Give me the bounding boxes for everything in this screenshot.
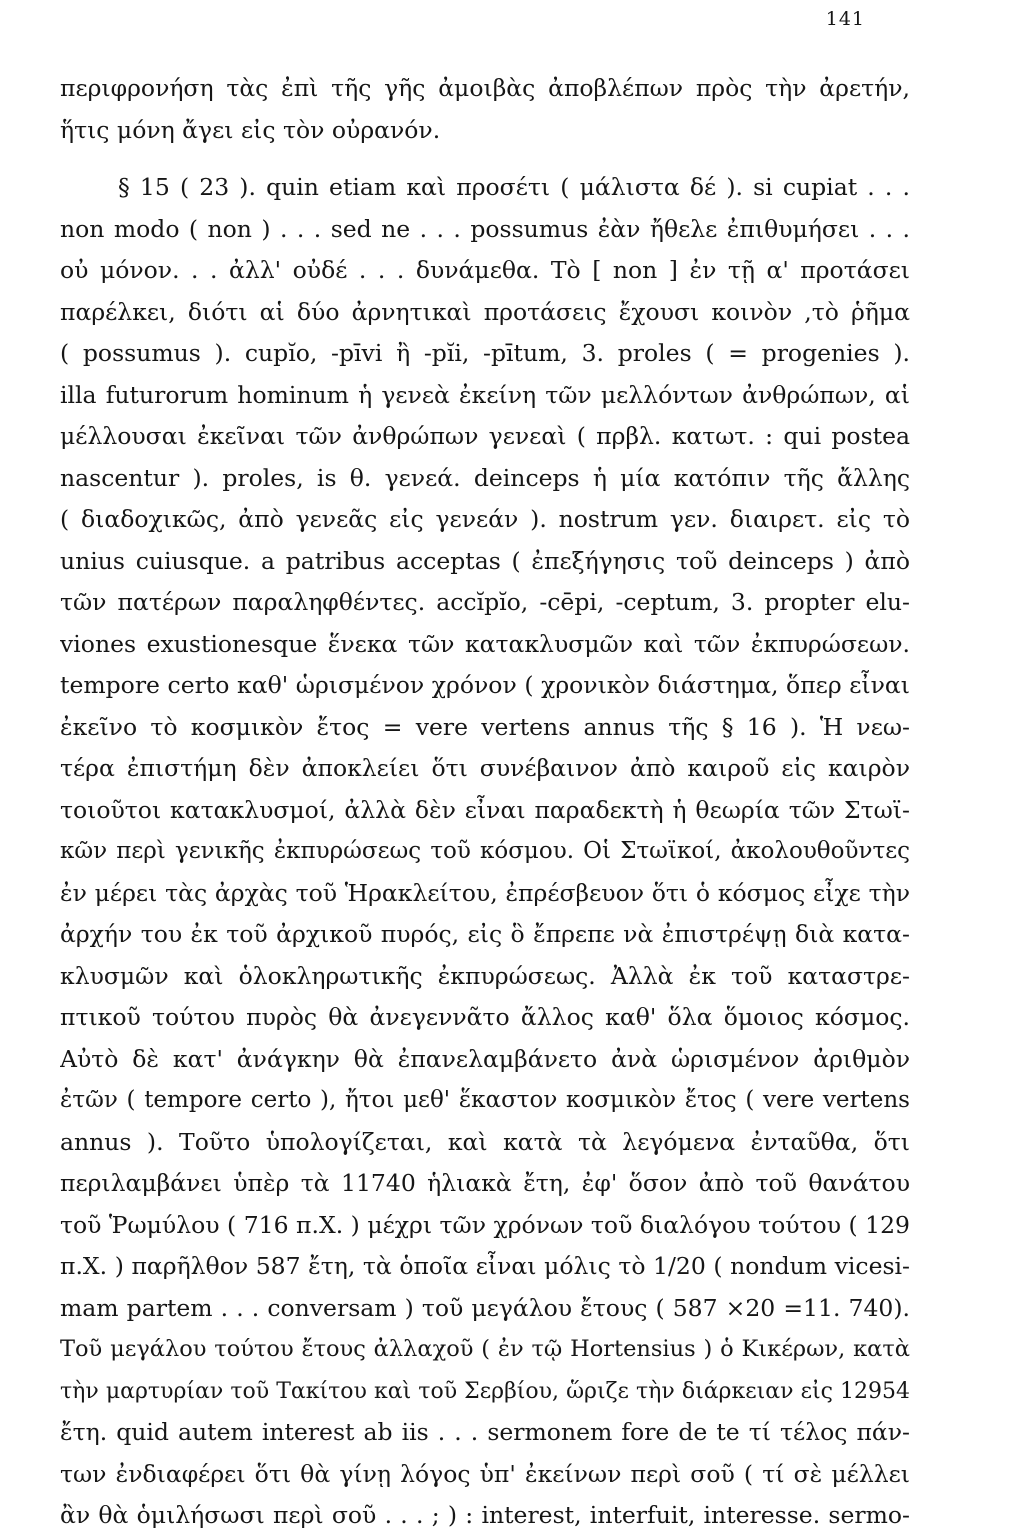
text-line: ἐτῶν ( tempore certo ), ἤτοι μεθ' ἕκαστον κοσμικὸν ἔτος ( vere vertens [60,1087,910,1113]
text-line: των ἐνδιαφέρει ὅτι θὰ γίνῃ λόγος ὑπ' ἐκείνων περὶ σοῦ ( τί σὲ μέλλει [60,1459,910,1488]
text-line: οὐ μόνον. . . ἀλλ' οὐδέ . . . δυνάμεθα. Τὸ [ non ] ἐν τῇ α' προτάσει [60,256,910,284]
text-line: Αὐτὸ δὲ κατ' ἀνάγκην θὰ ἐπανελαμβάνετο ἀνὰ ὡρισμένον ἀριθμὸν [60,1044,910,1073]
text-line: annus ). Τοῦτο ὑπολογίζεται, καὶ κατὰ τὰ λεγόμενα ἐνταῦθα, ὅτι [60,1127,910,1156]
text-line: viones exustionesque ἕνεκα τῶν κατακλυσμῶν καὶ τῶν ἐκπυρώσεων. [60,629,910,658]
text-line: τῶν πατέρων παραληφθέντες. accĭpĭo, -cēpi, -ceptum, 3. propter elu- [60,588,910,616]
text-line: mam partem . . . conversam ) τοῦ μεγάλου ἔτους ( 587 ×20 =11. 740). [60,1293,910,1322]
text-line: ἀρχήν του ἐκ τοῦ ἀρχικοῦ πυρός, εἰς ὃ ἔπρεπε νὰ ἐπιστρέψῃ διὰ κατα- [60,920,910,948]
page-number: 141 [825,8,865,30]
text-line: κῶν περὶ γενικῆς ἐκπυρώσεως τοῦ κόσμου. Οἱ Στωϊκοί, ἀκολουθοῦντες [60,838,910,864]
text-line: illa futurorum hominum ἡ γενεὰ ἐκείνη τῶν μελλόντων ἀνθρώπων, αἱ [60,380,910,409]
text-line: τέρα ἐπιστήμη δὲν ἀποκλείει ὅτι συνέβαινον ἀπὸ καιροῦ εἰς καιρὸν [60,754,910,782]
text-line: ἔτη. quid autem interest ab iis . . . sermonem fore de te τί τέλος πάν- [60,1418,910,1446]
text-line: περιφρονήση τὰς ἐπὶ τῆς γῆς ἀμοιβὰς ἀποβλέπων πρὸς τὴν ἀρετήν, [60,74,910,102]
text-line: παρέλκει, διότι αἱ δύο ἀρνητικαὶ προτάσεις ἔχουσι κοινὸν ,τὸ ῥῆμα [60,297,910,326]
text-line: ἐκεῖνο τὸ κοσμικὸν ἔτος = vere vertens annus τῆς § 16 ). Ἡ νεω- [60,712,910,741]
text-line: μέλλουσαι ἐκεῖναι τῶν ἀνθρώπων γενεαὶ ( πρβλ. κατωτ. : qui postea [60,422,910,450]
text-line: περιλαμβάνει ὑπὲρ τὰ 11740 ἡλιακὰ ἔτη, ἐφ' ὅσον ἀπὸ τοῦ θανάτου [60,1169,910,1197]
commentary-text [60,68,910,1537]
text-line: non modo ( non ) . . . sed ne . . . possumus ἐὰν ἤθελε ἐπιθυμήσει . . . [60,214,910,243]
text-line: κλυσμῶν καὶ ὁλοκληρωτικῆς ἐκπυρώσεως. Ἀλλὰ ἐκ τοῦ καταστρε- [60,961,910,990]
text-line: Τοῦ μεγάλου τούτου ἔτους ἀλλαχοῦ ( ἐν τῷ Hortensius ) ὁ Κικέρων, κατὰ [60,1336,910,1362]
section-heading-line: § 15 ( 23 ). quin etiam καὶ προσέτι ( μάλιστα δέ ). si cupiat . . . [118,173,910,201]
text-line: τοῦ Ῥωμύλου ( 716 π.Χ. ) μέχρι τῶν χρόνων τοῦ διαλόγου τούτου ( 129 [60,1210,910,1239]
text-line: τὴν μαρτυρίαν τοῦ Τακίτου καὶ τοῦ Σερβίου, ὥριζε τὴν διάρκειαν εἰς 12954 [60,1378,910,1404]
text-line: ἥτις μόνη ἄγει εἰς τὸν οὐρανόν. [60,115,441,144]
text-line: nascentur ). proles, is θ. γενεά. deinceps ἡ μία κατόπιν τῆς ἄλλης [60,463,910,492]
text-line: πτικοῦ τούτου πυρὸς θὰ ἀνεγεννᾶτο ἄλλος καθ' ὅλα ὅμοιος κόσμος. [60,1003,910,1031]
text-line: π.Χ. ) παρῆλθον 587 ἔτη, τὰ ὁποῖα εἶναι μόλις τὸ 1/20 ( nondum vicesi- [60,1252,910,1280]
text-line: ( possumus ). cupĭo, -pīvi ἢ -pĭi, -pītum, 3. proles ( = progenies ). [60,339,910,367]
text-line: tempore certo καθ' ὡρισμένον χρόνον ( χρονικὸν διάστημα, ὅπερ εἶναι [60,671,910,699]
text-line: unius cuiusque. a patribus acceptas ( ἐπεξήγησις τοῦ deinceps ) ἀπὸ [60,546,910,575]
text-line: ( διαδοχικῶς, ἀπὸ γενεᾶς εἰς γενεάν ). nostrum γεν. διαιρετ. εἰς τὸ [60,505,910,533]
text-line: ἐν μέρει τὰς ἀρχὰς τοῦ Ἡρακλείτου, ἐπρέσβευον ὅτι ὁ κόσμος εἶχε τὴν [60,878,910,907]
text-line: ἂν θὰ ὁμιλήσωσι περὶ σοῦ . . . ; ) : interest, interfuit, interesse. sermo- [60,1501,910,1529]
text-line: τοιοῦτοι κατακλυσμοί, ἀλλὰ δὲν εἶναι παραδεκτὴ ἡ θεωρία τῶν Στωϊ- [60,795,910,824]
